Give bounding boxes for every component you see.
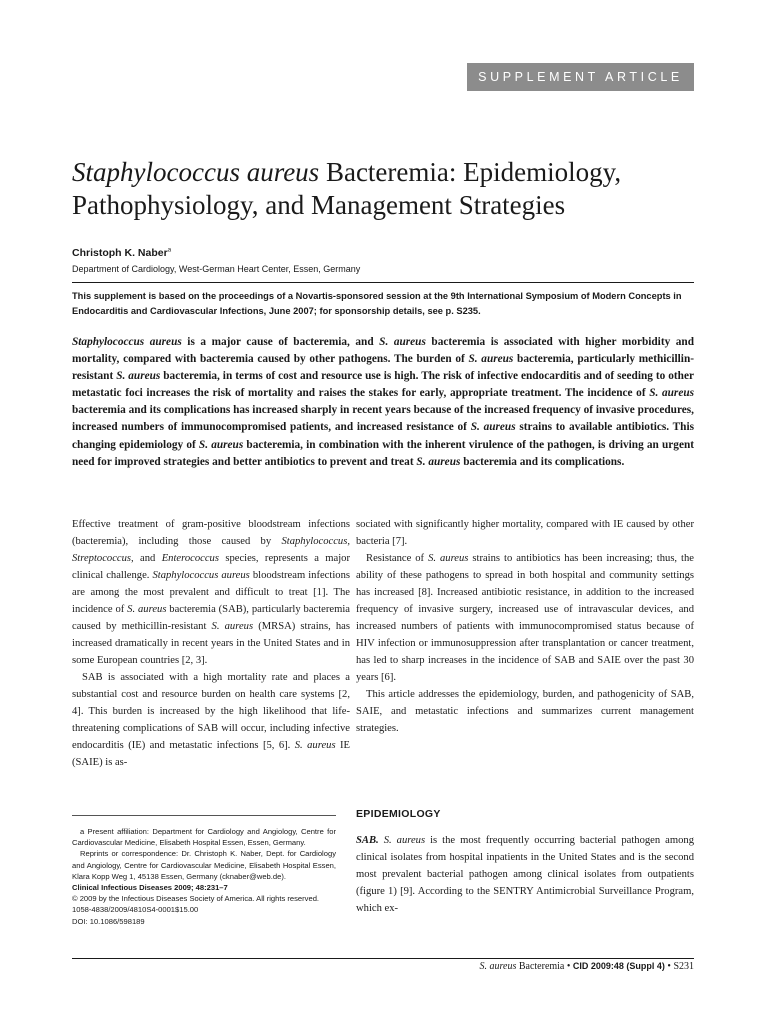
supplement-note: This supplement is based on the proceedings of a Novartis-sponsored session at the 9th International Symposium of Modern Concepts in Endocarditis and Cardiovascular Infections, June 2007; for sponsorship details, see p. S235. (72, 291, 682, 316)
footer-rule (72, 958, 694, 959)
author-mark: a (167, 247, 172, 254)
footer-citation: CID 2009:48 (Suppl 4) (572, 961, 665, 971)
article-title (72, 156, 692, 222)
body-paragraph: SAB is associated with a high mortality rate and places a substantial cost and resource burden on health care systems [2, 4]. This burden is increased by the high likelihood that life-threatening complications of SAB will occur, including infective endocarditis (IE) and metastatic infections [5, 6]. S. aureus IE (SAIE) is as- (72, 672, 350, 768)
footnote-rule (72, 815, 336, 816)
epidemiology-paragraph: SAB. S. aureus is the most frequently occurring bacterial pathogen among clinical isolates from hospital inpatients in the United States and is the second most prevalent bacterial pathogen among clinical isolates from outpatients (figure 1) [9]. According to the SENTRY Antimicrobial Surveillance Program, which ex- (356, 835, 694, 914)
runin-heading: SAB. (356, 835, 379, 846)
title-organism: Staphylococcus aureus (72, 157, 320, 187)
author-affiliation: Department of Cardiology, West-German Heart Center, Essen, Germany (72, 264, 361, 274)
body-paragraph: Resistance of S. aureus strains to antibiotics has been increasing; thus, the ability of these pathogens to spread in both hospital and community settings has increased [8]. Increased antibiotic resistance, in addition to the increased frequency of invasive surgery, increased use of intravascular devices, and increased numbers of patients with immunocompromised status because of HIV infection or immunosuppression after transplantation or cancer treatment, has led to sharp increases in the incidence of SAB and SAIE over the past 30 years [6]. (356, 553, 694, 683)
title-rest: Bacteremia: Epidemiology, Pathophysiology, and Management Strategies (72, 157, 622, 220)
body-paragraph: Effective treatment of gram-positive bloodstream infections (bacteremia), including those caused by Staphylococcus, Streptococcus, and Enterococcus species, represents a major clinical challenge. Staphylococcus aureus bloodstream infections are among the most prevalent and difficult to treat [1]. The incidence of S. aureus bacteremia (SAB), particularly bacteremia caused by methicillin-resistant S. aureus (MRSA) strains, has increased dramatically in recent years in the United States and in some European countries [2, 3]. (72, 519, 350, 666)
footnote-affiliation: a Present affiliation: Department for Cardiology and Angiology, Centre for Cardiovascular Medicine, Elisabeth Hospital Essen, Essen, Germany. (72, 827, 336, 848)
footnote-issn: 1058-4838/2009/4810S4-0001$15.00 (72, 905, 199, 915)
footnote-copyright: © 2009 by the Infectious Diseases Society of America. All rights reserved. (72, 894, 320, 904)
abstract: Staphylococcus aureus is a major cause of bacteremia, and S. aureus bacteremia is associated with higher morbidity and mortality, compared with bacteremia caused by other pathogens. The burden of S. aureus bacteremia, particularly methicillin-resistant S. aureus bacteremia, in terms of cost and resource use is high. The risk of infective endocarditis and of seeding to other metastatic foci increases the risk of mortality and raises the stakes for early, appropriate treatment. The incidence of S. aureus bacteremia and its complications has increased sharply in recent years because of the increased frequency of invasive procedures, increased numbers of immunocompromised patients, and increased resistance of S. aureus strains to available antibiotics. This changing epidemiology of S. aureus bacteremia, in combination with the inherent virulence of the pathogen, is driving an urgent need for improved strategies and better antibiotics to prevent and treat S. aureus bacteremia and its complications. (72, 336, 695, 468)
body-paragraph: sociated with significantly higher mortality, compared with IE caused by other bacteria [7]. (356, 519, 694, 547)
footer-organism: S. aureus (479, 961, 517, 972)
section-heading-epidemiology: EPIDEMIOLOGY (356, 808, 441, 820)
footnote-journal: Clinical Infectious Diseases 2009; 48:231–7 (72, 883, 228, 893)
running-footer: S. aureus Bacteremia • CID 2009:48 (Suppl 4) • S231 (479, 961, 694, 972)
body-paragraph: This article addresses the epidemiology, burden, and pathogenicity of SAB, SAIE, and metastatic infections and summarizes current management strategies. (356, 689, 694, 734)
body-column-right (356, 516, 694, 737)
footnote-reprints: Reprints or correspondence: Dr. Christoph K. Naber, Dept. for Cardiology and Angiology, Centre for Cardiovascular Medicine, Elisabeth Hospital Essen, Klara Kopp Weg 1, 45138 Essen, Germany (cknaber@web.de). (72, 849, 336, 881)
footnotes (72, 826, 336, 927)
header-rule (72, 282, 694, 283)
page-number: S231 (673, 961, 694, 972)
author-name: Christoph K. Naber$^a$ (72, 247, 172, 259)
footer-running-title: Bacteremia (516, 961, 565, 972)
body-column-left (72, 516, 350, 771)
article-type-banner: SUPPLEMENT ARTICLE (467, 63, 694, 91)
footnote-doi: DOI: 10.1086/598189 (72, 916, 145, 926)
